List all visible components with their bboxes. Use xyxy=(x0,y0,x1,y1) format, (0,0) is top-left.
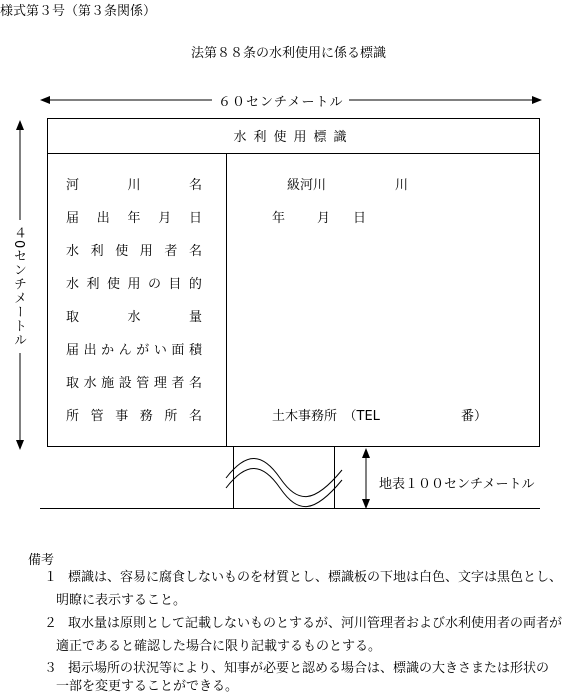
height-arrow-bottom-head xyxy=(16,440,24,450)
note-2-number: ２ xyxy=(44,616,58,631)
note-3-number: ３ xyxy=(44,661,58,676)
label-filing-date: 届 出 年 月 日 xyxy=(66,211,202,226)
form-number-label: 様式第３号（第３条関係） xyxy=(0,4,157,19)
document-title: 法第８８条の水利使用に係る標識 xyxy=(190,46,386,61)
value-day: 日 xyxy=(353,211,367,226)
break-mark-upper xyxy=(226,459,342,497)
notes-title: 備考 xyxy=(28,553,55,568)
sign-board-divider xyxy=(226,154,227,447)
label-irrigation-area: 届 出 か ん が い 面 積 xyxy=(66,343,202,358)
value-month: 月 xyxy=(317,211,331,226)
note-1-number: １ xyxy=(44,570,58,585)
label-river-name: 河 川 名 xyxy=(66,178,202,193)
sign-board-heading: 水利使用標識 xyxy=(47,118,540,154)
height-arrow-top-head xyxy=(16,120,24,130)
width-dimension-label: ６０センチメートル xyxy=(212,91,349,110)
value-river-suffix: 川 xyxy=(395,178,409,193)
width-arrow-left-head xyxy=(40,96,50,104)
ground-height-label: 地表１００センチメートル xyxy=(379,477,535,492)
ground-arrow-top-head xyxy=(362,448,370,458)
label-water-user: 水 利 使 用 者 名 xyxy=(66,244,202,259)
value-office-tel: 土木事務所 （TEL xyxy=(272,409,380,424)
note-2-line2: 適正であると確認した場合に限り記載するものとする。 xyxy=(56,639,382,654)
label-facility-manager: 取 水 施 設 管 理 者 名 xyxy=(66,376,202,391)
value-office-number: 番） xyxy=(461,409,488,424)
width-arrow-right-head xyxy=(532,96,542,104)
value-river-class: 級河川 xyxy=(287,178,327,193)
ground-line xyxy=(40,508,540,509)
note-3-line1: 掲示場所の状況等により、知事が必要と認める場合は、標識の大きさまたは形状の xyxy=(68,661,550,676)
height-dimension-label: ４0センチメートル xyxy=(9,220,28,353)
label-office-name: 所 管 事 務 所 名 xyxy=(66,409,202,424)
label-intake-amount: 取 水 量 xyxy=(66,310,202,325)
note-1-line1: 標識は、容易に腐食しないものを材質とし、標識板の下地は白色、文字は黒色とし、 xyxy=(68,570,563,585)
label-usage-purpose: 水 利 使 用 の 目 的 xyxy=(66,277,202,292)
sign-post-right xyxy=(334,447,335,508)
value-year: 年 xyxy=(272,211,286,226)
note-1-line2: 明瞭に表示すること。 xyxy=(56,593,187,608)
sign-post-left xyxy=(233,447,234,508)
note-2-line1: 取水量は原則として記載しないものとするが、河川管理者および水利使用者の両者が xyxy=(68,616,563,631)
note-3-line2: 一部を変更することができる。 xyxy=(56,679,239,694)
